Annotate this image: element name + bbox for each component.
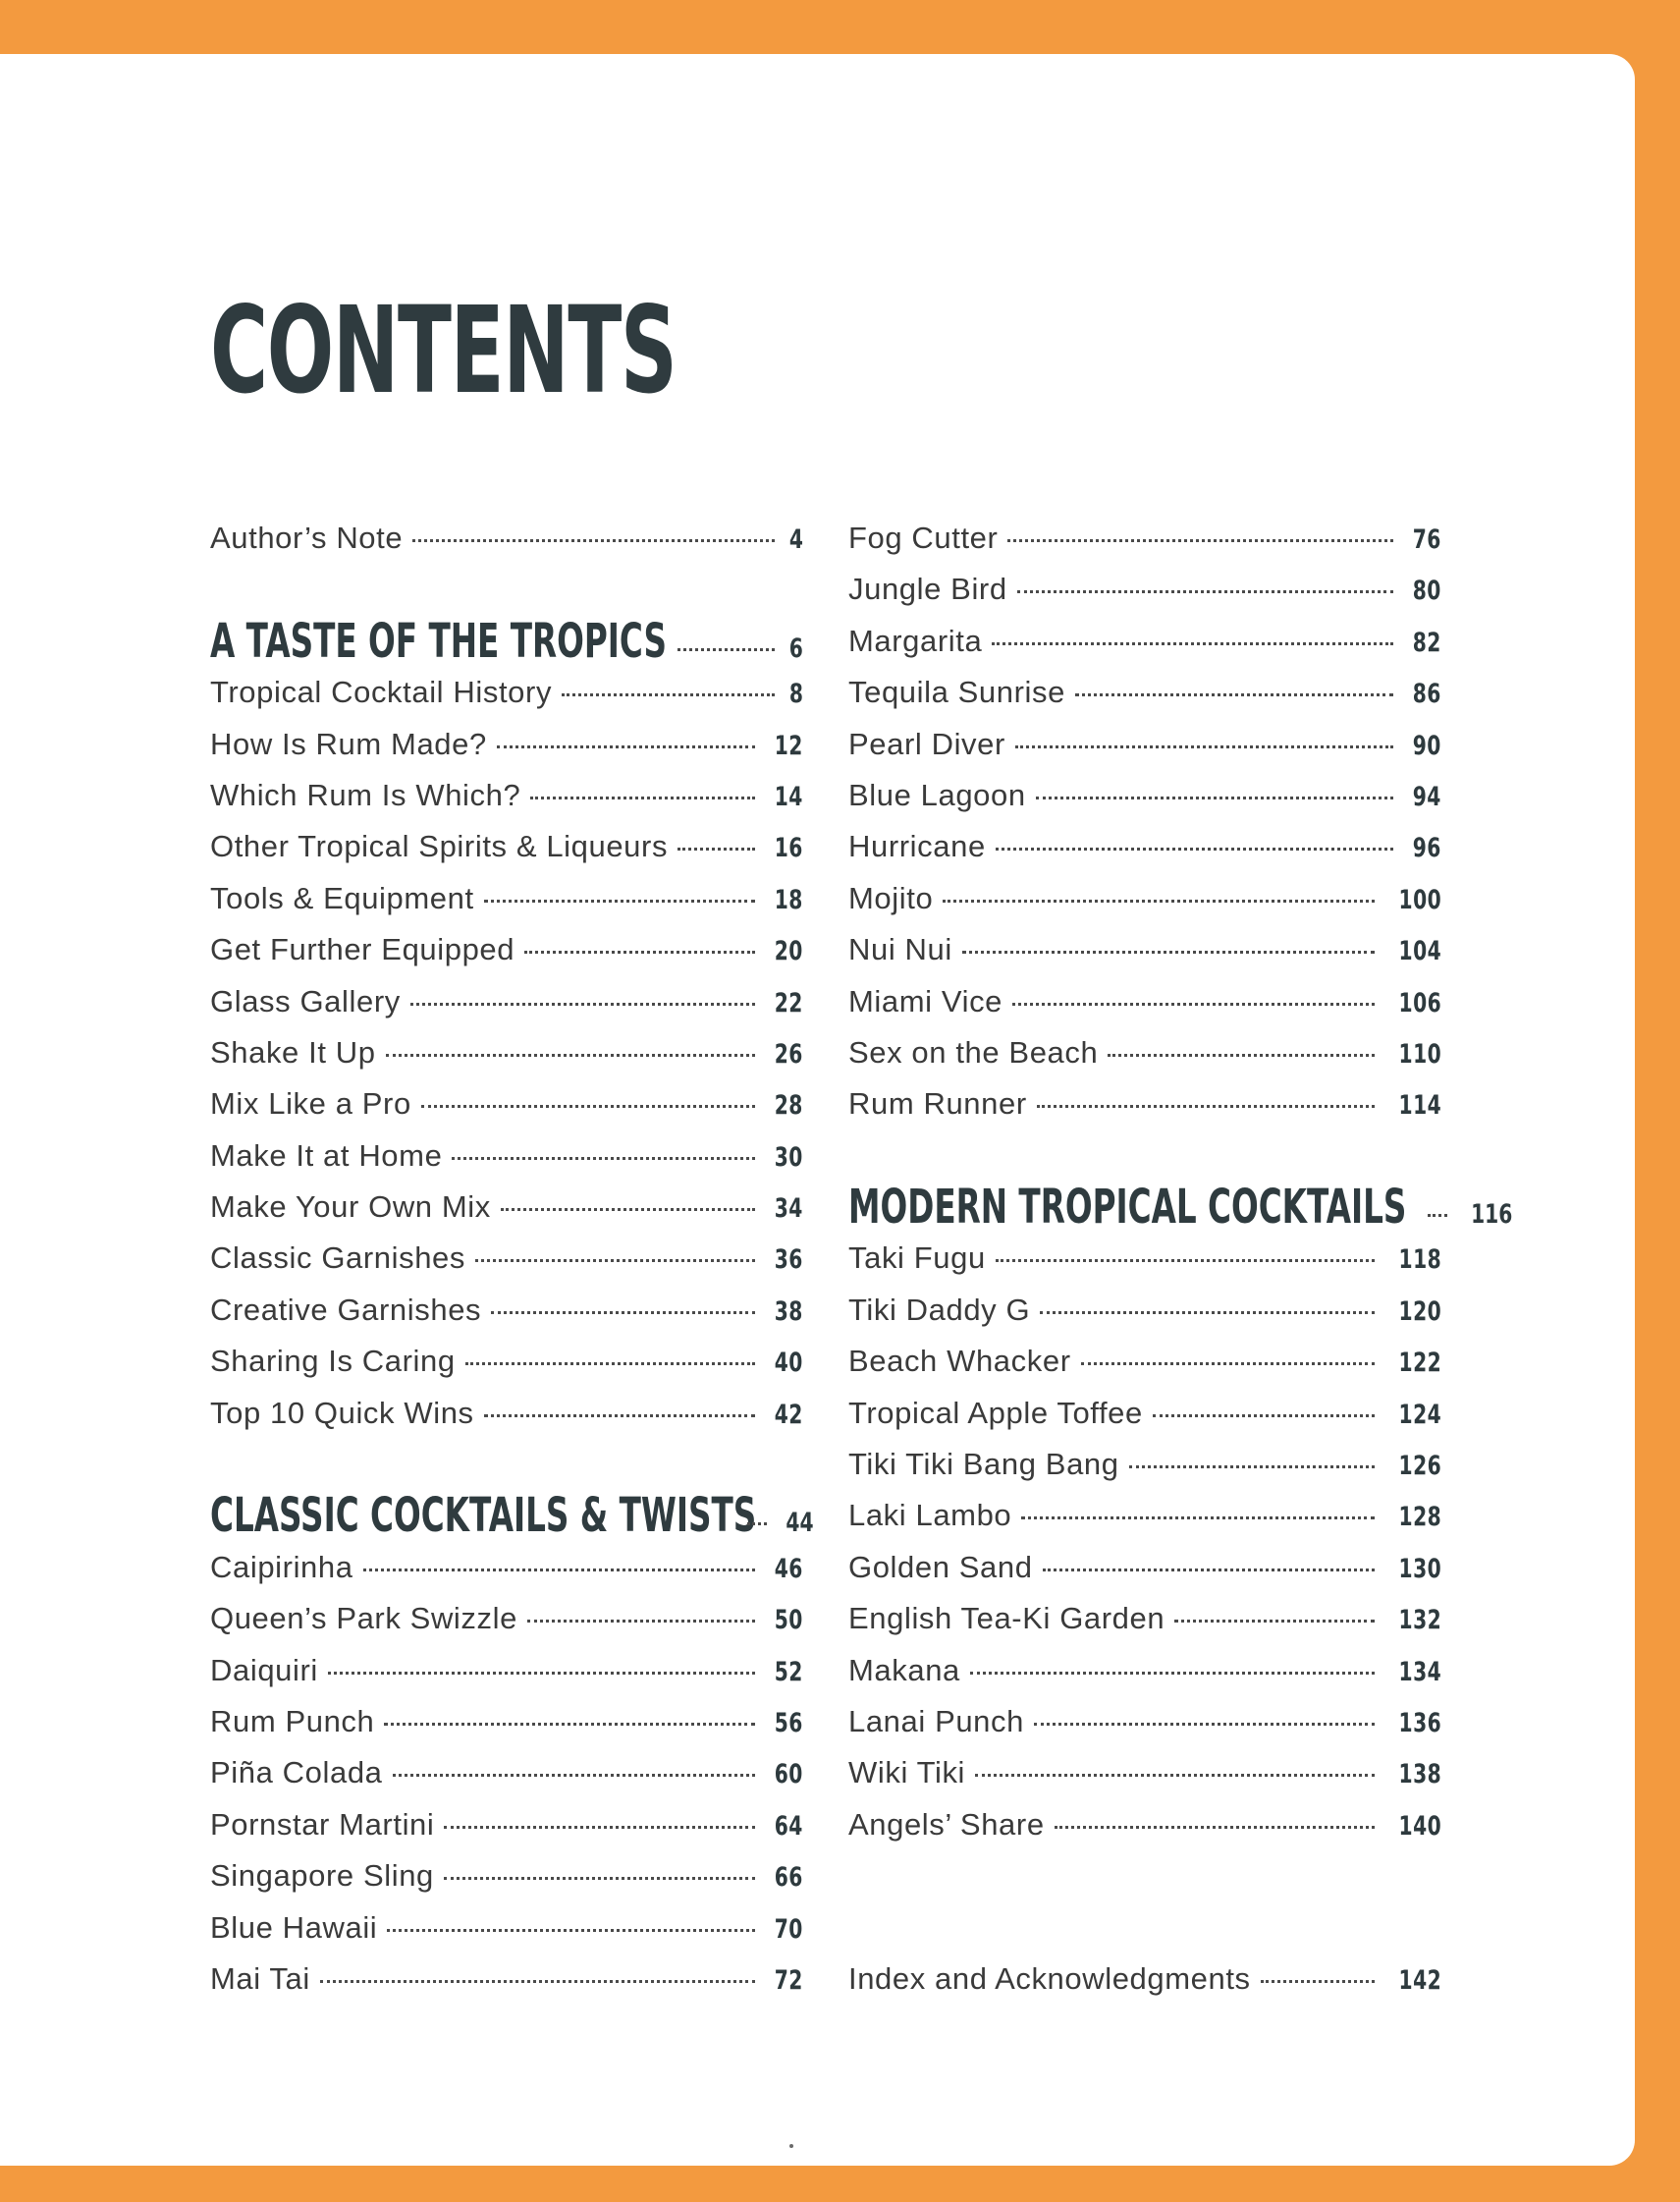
entry-page: 142 <box>1398 1964 1441 1996</box>
toc-entry[interactable] <box>848 873 1441 924</box>
leader-dots <box>530 797 755 799</box>
leader-dots <box>677 648 775 651</box>
entry-label: Index and Acknowledgments <box>848 1960 1251 1996</box>
entry-page: 96 <box>1412 833 1441 864</box>
entry-label: Make It at Home <box>210 1137 443 1173</box>
leader-dots <box>410 1003 755 1006</box>
entry-label: Mojito <box>848 880 934 915</box>
entry-label: Jungle Bird <box>848 572 1007 607</box>
leader-dots <box>1043 1569 1375 1571</box>
entry-page: 124 <box>1398 1399 1441 1430</box>
scan-speck <box>789 2144 793 2148</box>
entry-label: Makana <box>848 1652 960 1687</box>
entry-label: Beach Whacker <box>848 1344 1071 1379</box>
entry-page: 122 <box>1398 1348 1441 1379</box>
entry-label: Lanai Punch <box>848 1703 1024 1738</box>
entry-label: Shake It Up <box>210 1034 376 1070</box>
leader-dots <box>475 1259 755 1262</box>
entry-label: Get Further Equipped <box>210 932 515 967</box>
entry-label: Rum Punch <box>210 1703 375 1738</box>
entry-label: Wiki Tiki <box>848 1755 966 1790</box>
toc-entry[interactable] <box>848 1645 1441 1696</box>
leader-dots <box>1261 1980 1375 1983</box>
leader-dots <box>1081 1362 1375 1365</box>
toc-entry[interactable] <box>210 1593 803 1644</box>
entry-label: Daiquiri <box>210 1652 318 1687</box>
toc-entry[interactable] <box>848 976 1441 1027</box>
entry-label: Sharing Is Caring <box>210 1344 456 1379</box>
entry-label: Rum Runner <box>848 1086 1027 1122</box>
toc-entry[interactable] <box>848 719 1441 770</box>
leader-dots <box>992 642 1393 645</box>
leader-dots <box>1129 1465 1375 1468</box>
entry-label: Tiki Daddy G <box>848 1292 1031 1327</box>
toc-entry[interactable] <box>210 924 803 975</box>
leader-dots <box>677 848 755 851</box>
section-title: CLASSIC COCKTAILS & TWISTS <box>210 1488 757 1544</box>
leader-dots <box>1037 1105 1375 1108</box>
toc-entry[interactable] <box>210 719 803 770</box>
toc-entry[interactable] <box>848 667 1441 718</box>
entry-label: Blue Hawaii <box>210 1909 378 1945</box>
entry-page: 46 <box>774 1553 803 1584</box>
entry-label: Creative Garnishes <box>210 1292 482 1327</box>
entry-page: 120 <box>1398 1295 1441 1327</box>
entry-page: 138 <box>1398 1759 1441 1790</box>
toc-entry[interactable] <box>210 1078 803 1129</box>
toc-entry[interactable] <box>848 1336 1441 1387</box>
leader-dots <box>1017 590 1394 593</box>
toc-entry[interactable] <box>210 1233 803 1284</box>
entry-page: 34 <box>774 1193 803 1225</box>
entry-label: Laki Lambo <box>848 1498 1012 1533</box>
leader-dots <box>1108 1054 1374 1057</box>
leader-dots <box>412 539 774 542</box>
toc-entry[interactable] <box>848 616 1441 667</box>
toc-entry[interactable] <box>210 667 803 718</box>
leader-dots <box>943 900 1375 903</box>
entry-page: 118 <box>1398 1244 1441 1276</box>
entry-label: How Is Rum Made? <box>210 726 487 761</box>
entry-page: 94 <box>1412 781 1441 812</box>
toc-left-column <box>210 513 814 2005</box>
toc-entry[interactable] <box>848 1439 1441 1490</box>
entry-label: Margarita <box>848 623 983 658</box>
toc-entry[interactable] <box>848 924 1441 975</box>
page-title: CONTENTS <box>210 281 677 420</box>
leader-dots <box>363 1569 756 1571</box>
entry-page: 128 <box>1398 1502 1441 1533</box>
toc-entry[interactable] <box>210 1336 803 1387</box>
toc-entry[interactable] <box>848 1388 1441 1439</box>
section-heading-modern-tropical[interactable] <box>848 1180 1513 1236</box>
leader-dots <box>562 693 775 696</box>
leader-dots <box>527 1620 755 1623</box>
toc-entry[interactable] <box>848 1078 1441 1129</box>
entry-page: 136 <box>1398 1707 1441 1738</box>
entry-page: 86 <box>1412 679 1441 710</box>
section-title: MODERN TROPICAL COCKTAILS <box>848 1180 1407 1236</box>
entry-label: Tools & Equipment <box>210 880 474 915</box>
leader-dots <box>962 951 1375 954</box>
section-page: 6 <box>788 633 803 664</box>
entry-page: 90 <box>1412 730 1441 761</box>
leader-dots <box>1174 1620 1375 1623</box>
spacer <box>210 1439 803 1490</box>
toc-entry[interactable] <box>210 770 803 821</box>
leader-dots <box>491 1311 755 1314</box>
toc-entry[interactable] <box>210 821 803 872</box>
toc-entry[interactable] <box>210 873 803 924</box>
entry-page: 126 <box>1398 1451 1441 1482</box>
entry-page: 50 <box>774 1605 803 1636</box>
entry-label: Piña Colada <box>210 1755 383 1790</box>
section-page: 116 <box>1471 1199 1513 1231</box>
entry-label: Author’s Note <box>210 521 404 555</box>
leader-dots <box>393 1774 756 1777</box>
spacer <box>210 564 803 615</box>
entry-page: 140 <box>1398 1810 1441 1842</box>
toc-entry[interactable] <box>848 513 1441 564</box>
toc-entry[interactable] <box>210 976 803 1027</box>
leader-dots <box>452 1157 755 1160</box>
leader-dots <box>975 1774 1375 1777</box>
entry-page: 66 <box>774 1862 803 1894</box>
entry-label: Tequila Sunrise <box>848 675 1065 710</box>
entry-page: 14 <box>774 781 803 812</box>
section-title: A TASTE OF THE TROPICS <box>210 613 667 669</box>
leader-dots <box>1036 797 1394 799</box>
entry-label: Nui Nui <box>848 932 952 967</box>
leader-dots <box>421 1105 755 1108</box>
toc-entry[interactable] <box>210 1747 803 1798</box>
leader-dots <box>497 745 755 748</box>
entry-page: 104 <box>1398 936 1441 967</box>
leader-dots <box>386 1054 756 1057</box>
entry-label: English Tea-Ki Garden <box>848 1601 1165 1636</box>
entry-label: Blue Lagoon <box>848 777 1026 812</box>
entry-label: Miami Vice <box>848 983 1003 1018</box>
section-heading-classic-cocktails[interactable] <box>210 1488 814 1544</box>
entry-page: 30 <box>774 1141 803 1173</box>
toc-entry[interactable] <box>848 1696 1441 1747</box>
entry-page: 134 <box>1398 1656 1441 1687</box>
leader-dots <box>1055 1826 1375 1829</box>
toc-entry[interactable] <box>210 1902 803 1954</box>
entry-label: Other Tropical Spirits & Liqueurs <box>210 829 669 864</box>
entry-label: Pornstar Martini <box>210 1806 435 1842</box>
leader-dots <box>444 1826 755 1829</box>
entry-label: Glass Gallery <box>210 983 401 1018</box>
entry-label: Taki Fugu <box>848 1240 986 1276</box>
entry-page: 60 <box>774 1759 803 1790</box>
entry-page: 80 <box>1412 576 1441 607</box>
toc-entry-index[interactable] <box>848 1954 1441 2005</box>
entry-page: 20 <box>774 936 803 967</box>
leader-dots <box>996 848 1393 851</box>
toc-entry[interactable] <box>210 1130 803 1182</box>
entry-label: Caipirinha <box>210 1549 353 1584</box>
entry-page: 110 <box>1398 1038 1441 1070</box>
entry-page: 82 <box>1412 627 1441 658</box>
toc-entry[interactable] <box>848 821 1441 872</box>
entry-page: 52 <box>774 1656 803 1687</box>
leader-dots <box>387 1929 755 1932</box>
leader-dots <box>320 1980 755 1983</box>
entry-label: Fog Cutter <box>848 521 999 555</box>
leader-dots <box>1075 693 1393 696</box>
toc-entry[interactable] <box>848 564 1441 615</box>
entry-page: 72 <box>774 1964 803 1996</box>
section-page: 44 <box>786 1508 814 1539</box>
toc-entry[interactable] <box>848 1490 1441 1541</box>
spacer <box>848 1130 1441 1182</box>
spacer <box>848 1850 1441 1954</box>
toc-entry[interactable] <box>848 1542 1441 1593</box>
leader-dots <box>1007 539 1393 542</box>
entry-page: 64 <box>774 1810 803 1842</box>
toc-entry[interactable] <box>848 1285 1441 1336</box>
entry-page: 56 <box>774 1707 803 1738</box>
toc-entry[interactable] <box>210 1182 803 1233</box>
leader-dots <box>970 1672 1375 1675</box>
leader-dots <box>1021 1516 1375 1519</box>
leader-dots <box>747 1522 767 1525</box>
entry-page: 38 <box>774 1295 803 1327</box>
leader-dots <box>1012 1003 1375 1006</box>
leader-dots <box>484 1414 756 1417</box>
entry-label: Angels’ Share <box>848 1806 1045 1842</box>
toc-entry[interactable] <box>848 1799 1441 1850</box>
entry-label: Tropical Apple Toffee <box>848 1395 1143 1430</box>
entry-page: 106 <box>1398 987 1441 1018</box>
leader-dots <box>484 900 756 903</box>
entry-page: 18 <box>774 884 803 915</box>
entry-label: Make Your Own Mix <box>210 1189 491 1225</box>
leader-dots <box>444 1877 755 1880</box>
leader-dots <box>465 1362 756 1365</box>
toc-entry[interactable] <box>848 1233 1441 1284</box>
toc-right-column <box>848 513 1513 2005</box>
toc-entry[interactable] <box>210 1799 803 1850</box>
entry-page: 28 <box>774 1090 803 1122</box>
toc-entry[interactable] <box>210 1850 803 1901</box>
toc-entry[interactable] <box>848 1027 1441 1078</box>
leader-dots <box>328 1672 755 1675</box>
entry-page: 4 <box>788 524 803 555</box>
toc-entry-authors-note[interactable] <box>210 513 803 564</box>
toc-entry[interactable] <box>210 1285 803 1336</box>
entry-page: 8 <box>788 679 803 710</box>
leader-dots <box>1040 1311 1375 1314</box>
entry-page: 70 <box>774 1913 803 1945</box>
leader-dots <box>524 951 755 954</box>
toc-entry[interactable] <box>210 1645 803 1696</box>
entry-page: 26 <box>774 1038 803 1070</box>
entry-page: 76 <box>1412 524 1441 555</box>
entry-label: Pearl Diver <box>848 726 1005 761</box>
page <box>0 54 1635 2166</box>
entry-label: Classic Garnishes <box>210 1240 466 1276</box>
entry-label: Tiki Tiki Bang Bang <box>848 1447 1119 1482</box>
entry-page: 114 <box>1398 1090 1441 1122</box>
entry-page: 36 <box>774 1244 803 1276</box>
leader-dots <box>1428 1214 1447 1217</box>
toc-entry[interactable] <box>848 1593 1441 1644</box>
toc-entry[interactable] <box>210 1954 803 2005</box>
entry-label: Mix Like a Pro <box>210 1086 411 1122</box>
leader-dots <box>1034 1723 1375 1726</box>
entry-page: 40 <box>774 1348 803 1379</box>
leader-dots <box>1153 1414 1375 1417</box>
toc-entry[interactable] <box>210 1542 803 1593</box>
entry-page: 42 <box>774 1399 803 1430</box>
entry-label: Queen’s Park Swizzle <box>210 1601 517 1636</box>
leader-dots <box>996 1259 1375 1262</box>
toc-entry[interactable] <box>210 1027 803 1078</box>
entry-page: 130 <box>1398 1553 1441 1584</box>
leader-dots <box>384 1723 755 1726</box>
toc-entry[interactable] <box>848 770 1441 821</box>
toc-entry[interactable] <box>210 1388 803 1439</box>
entry-label: Hurricane <box>848 829 986 864</box>
entry-label: Singapore Sling <box>210 1858 434 1894</box>
entry-page: 100 <box>1398 884 1441 915</box>
entry-label: Golden Sand <box>848 1549 1033 1584</box>
leader-dots <box>501 1208 755 1211</box>
leader-dots <box>1015 745 1393 748</box>
entry-label: Tropical Cocktail History <box>210 675 553 710</box>
section-heading-taste-of-the-tropics[interactable] <box>210 613 803 669</box>
entry-page: 132 <box>1398 1605 1441 1636</box>
entry-page: 22 <box>774 987 803 1018</box>
entry-label: Which Rum Is Which? <box>210 777 521 812</box>
entry-label: Sex on the Beach <box>848 1034 1099 1070</box>
entry-label: Mai Tai <box>210 1960 310 1996</box>
entry-page: 16 <box>774 833 803 864</box>
toc-entry[interactable] <box>210 1696 803 1747</box>
entry-label: Top 10 Quick Wins <box>210 1395 474 1430</box>
entry-page: 12 <box>774 730 803 761</box>
toc-entry[interactable] <box>848 1747 1441 1798</box>
